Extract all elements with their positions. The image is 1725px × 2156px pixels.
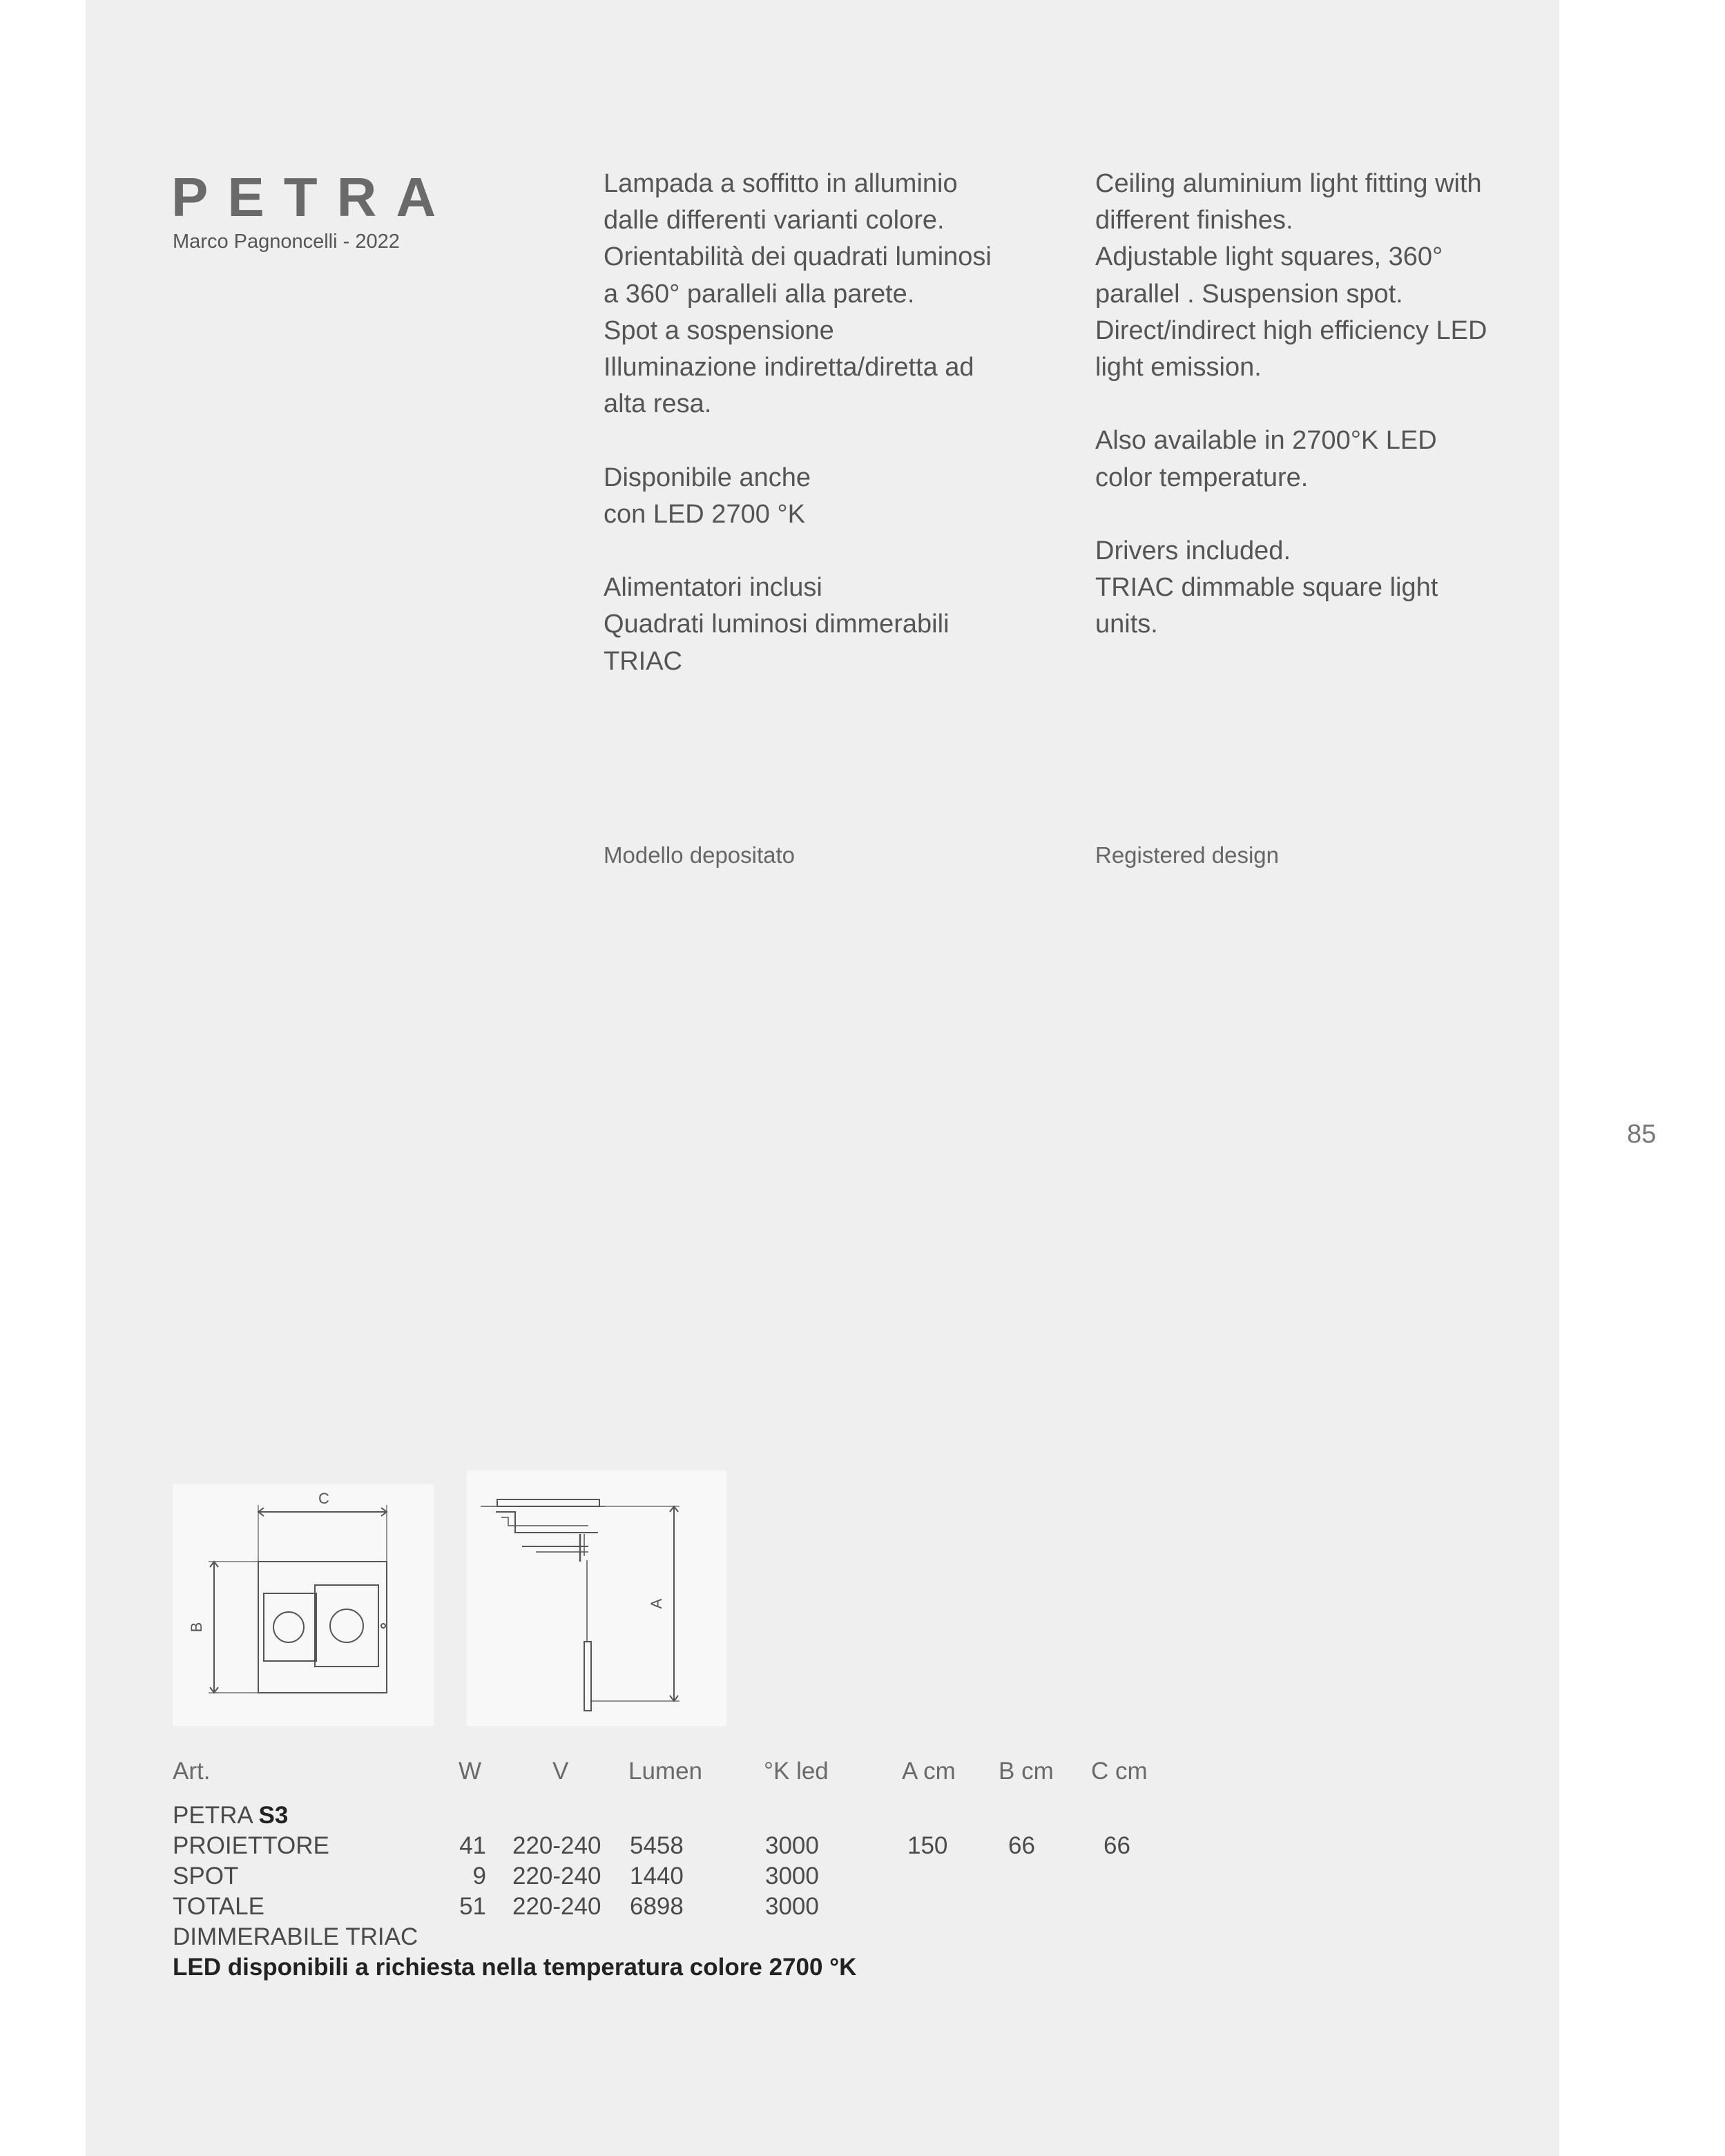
- dimension-label-b: B: [188, 1622, 205, 1633]
- side-view-drawing: [467, 1470, 726, 1726]
- description-line: Adjustable light squares, 360°: [1095, 242, 1443, 272]
- row-c-cm: 66: [1104, 1832, 1130, 1859]
- header-art: Art.: [173, 1758, 211, 1785]
- row-a-cm: 150: [907, 1832, 948, 1859]
- description-line: [604, 423, 992, 459]
- row-kelvin: 3000: [765, 1832, 819, 1859]
- header-b-cm: B cm: [999, 1758, 1054, 1785]
- row-lumen: 6898: [630, 1893, 684, 1920]
- model-prefix: PETRA: [173, 1802, 252, 1829]
- description-line: [1095, 386, 1487, 423]
- header-lumen: Lumen: [628, 1758, 703, 1785]
- row-v: 220-240: [512, 1893, 601, 1920]
- description-line: Drivers included.: [1095, 536, 1291, 565]
- description-line: units.: [1095, 610, 1158, 639]
- row-kelvin: 3000: [765, 1863, 819, 1890]
- header-c-cm: C cm: [1091, 1758, 1148, 1785]
- row-art: TOTALE: [173, 1893, 264, 1920]
- table-footnote: LED disponibili a richiesta nella temperatura colore 2700 °K: [173, 1954, 857, 1981]
- description-line: Quadrati luminosi dimmerabili: [604, 610, 950, 639]
- description-italian: [604, 166, 992, 680]
- row-kelvin: 3000: [765, 1893, 819, 1920]
- model-name: [173, 1800, 288, 1831]
- description-line: Lampada a soffitto in alluminio: [604, 169, 958, 198]
- header-w: W: [459, 1758, 482, 1785]
- description-line: Disponibile anche: [604, 463, 811, 492]
- product-designer: Marco Pagnoncelli - 2022: [173, 231, 400, 253]
- header-kelvin: °K led: [764, 1758, 829, 1785]
- description-line: TRIAC dimmable square light: [1095, 573, 1438, 603]
- page-number: 85: [1627, 1120, 1657, 1149]
- row-b-cm: 66: [1008, 1832, 1035, 1859]
- row-v: 220-240: [512, 1832, 601, 1859]
- top-view-drawing: [173, 1484, 434, 1726]
- registered-note-italian: Modello depositato: [604, 842, 796, 868]
- row-art: PROIETTORE: [173, 1832, 329, 1859]
- description-line: Alimentatori inclusi: [604, 573, 822, 603]
- description-line: a 360° paralleli alla parete.: [604, 279, 915, 309]
- product-title: PETRA: [171, 166, 456, 228]
- dimension-label-a: A: [648, 1598, 665, 1609]
- model-code: S3: [258, 1802, 289, 1829]
- row-w: 51: [459, 1893, 486, 1920]
- row-lumen: 5458: [630, 1832, 684, 1859]
- description-line: Orientabilità dei quadrati luminosi: [604, 242, 992, 272]
- description-line: parallel . Suspension spot.: [1095, 279, 1403, 309]
- row-v: 220-240: [512, 1863, 601, 1890]
- description-line: Illuminazione indiretta/diretta ad: [604, 353, 974, 382]
- description-line: Ceiling aluminium light fitting with: [1095, 169, 1482, 198]
- description-line: con LED 2700 °K: [604, 499, 805, 529]
- description-line: Also available in 2700°K LED: [1095, 426, 1437, 456]
- row-w: 9: [472, 1863, 486, 1890]
- registered-note-english: Registered design: [1095, 842, 1279, 868]
- description-line: different finishes.: [1095, 206, 1293, 235]
- description-line: dalle differenti varianti colore.: [604, 206, 945, 235]
- description-english: [1095, 166, 1487, 643]
- side-view-svg: [467, 1470, 726, 1726]
- dimension-label-c: C: [318, 1490, 329, 1507]
- description-line: Spot a sospensione: [604, 315, 834, 345]
- description-line: alta resa.: [604, 389, 712, 419]
- description-line: [604, 533, 992, 570]
- top-view-svg: [173, 1484, 434, 1726]
- header-v: V: [552, 1758, 569, 1785]
- description-line: TRIAC: [604, 646, 682, 676]
- description-line: color temperature.: [1095, 463, 1309, 492]
- row-art: SPOT: [173, 1863, 239, 1890]
- row-lumen: 1440: [630, 1863, 684, 1890]
- row-w: 41: [459, 1832, 486, 1859]
- description-line: [1095, 496, 1487, 533]
- dimmable-note: DIMMERABILE TRIAC: [173, 1923, 418, 1950]
- header-a-cm: A cm: [902, 1758, 956, 1785]
- description-line: Direct/indirect high efficiency LED: [1095, 315, 1487, 345]
- description-line: light emission.: [1095, 353, 1262, 382]
